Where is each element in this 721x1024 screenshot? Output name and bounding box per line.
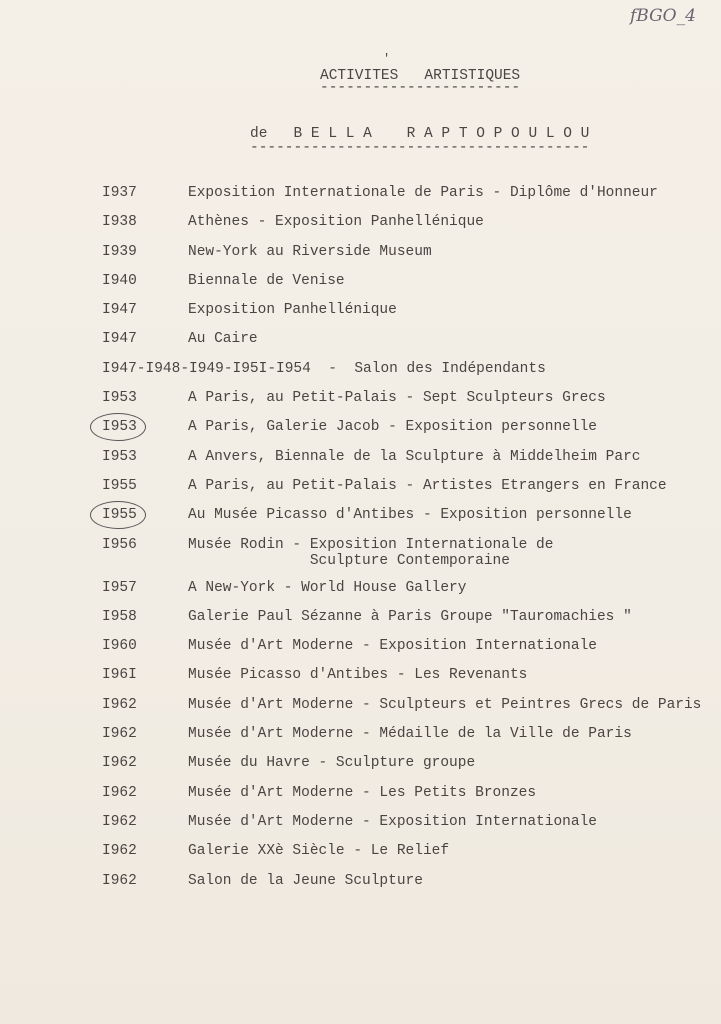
activity-entry [102,638,712,667]
activity-year: I953 [102,419,137,436]
activity-entry [102,667,712,696]
activity-entry [102,390,712,419]
activities-list [102,185,712,902]
activity-description: Musée Rodin - Exposition Internationale de Sculpture Contemporaine [188,536,554,569]
activity-entry [102,361,712,390]
activity-description: Musée d'Art Moderne - Les Petits Bronzes [188,784,537,801]
activity-entry [102,814,712,843]
activity-description: Exposition Internationale de Paris - Diplôme d'Honneur [188,185,658,201]
activity-description: Musée d'Art Moderne - Exposition Internationale [188,813,597,830]
activity-year: I940 [102,272,137,289]
document-subtitle: de B E L L A R A P T O P O U L O U [250,126,590,142]
activity-year: I96I [102,667,137,684]
activity-year: I962 [102,784,137,801]
activity-year: I962 [102,755,137,772]
activity-description: A New-York - World House Gallery [188,579,467,596]
document-title: ACTIVITES ARTISTIQUES [320,68,521,84]
activity-entry [102,580,712,609]
activity-entry [102,244,712,273]
activity-year: I962 [102,813,137,830]
activity-year: I960 [102,638,137,655]
activity-description: A Paris, Galerie Jacob - Exposition personnelle [188,419,597,436]
activity-entry [102,331,712,360]
activity-description: Au Musée Picasso d'Antibes - Exposition personnelle [188,507,632,524]
activity-year: I947 [102,302,137,319]
activity-year: I956 [102,536,137,553]
activity-entry [102,449,712,478]
activity-entry [102,873,712,902]
activity-description: Au Caire [188,331,258,348]
activity-year: I962 [102,696,137,713]
activity-entry [102,537,712,580]
activity-description: Musée Picasso d'Antibes - Les Revenants [188,667,528,684]
hand-drawn-circle [90,501,146,529]
activity-description: New-York au Riverside Museum [188,243,432,260]
activity-year: I957 [102,579,137,596]
activity-entry [102,843,712,872]
activity-description: Galerie Paul Sézanne à Paris Groupe "Tauromachies " [188,608,632,625]
hand-drawn-circle [90,413,146,441]
activity-entry [102,419,712,448]
activity-description: Salon de la Jeune Sculpture [188,872,423,889]
activity-year: I937 [102,185,137,201]
activity-year: I938 [102,214,137,231]
activity-description: Biennale de Venise [188,272,345,289]
activity-description: Galerie XXè Siècle - Le Relief [188,843,450,860]
activity-year: I955 [102,507,137,524]
activity-entry [102,273,712,302]
activity-entry [102,609,712,638]
activity-year: I953 [102,448,137,465]
activity-entry [102,726,712,755]
activity-year: I962 [102,843,137,860]
activity-entry [102,478,712,507]
activity-entry [102,697,712,726]
activity-entry [102,755,712,784]
activity-description: A Anvers, Biennale de la Sculpture à Middelheim Parc [188,448,641,465]
handwritten-reference: fBGO_4 [630,6,696,26]
activity-entry [102,507,712,536]
activity-entry [102,302,712,331]
activity-description: Musée d'Art Moderne - Sculpteurs et Peintres Grecs de Paris [188,696,702,713]
activity-description: Musée du Havre - Sculpture groupe [188,755,476,772]
activity-entry [102,214,712,243]
title-underline: ----------------------- [320,80,521,96]
activity-description: Exposition Panhellénique [188,302,397,319]
activity-year: I947 [102,331,137,348]
activity-description: Athènes - Exposition Panhellénique [188,214,484,231]
activity-year: I939 [102,243,137,260]
activity-description: - Salon des Indépendants [310,360,546,377]
activity-year: I947-I948-I949-I95I-I954 [102,360,311,377]
activity-year: I962 [102,726,137,743]
activity-description: Musée d'Art Moderne - Médaille de la Ville de Paris [188,726,632,743]
title-accent: ' [383,52,391,66]
activity-description: Musée d'Art Moderne - Exposition Internationale [188,638,597,655]
activity-year: I955 [102,477,137,494]
activity-year: I962 [102,872,137,889]
activity-description: A Paris, au Petit-Palais - Artistes Etrangers en France [188,477,667,494]
activity-entry [102,785,712,814]
activity-description: A Paris, au Petit-Palais - Sept Sculpteurs Grecs [188,390,606,407]
subtitle-underline: --------------------------------------- [250,140,590,156]
activity-year: I958 [102,608,137,625]
activity-year: I953 [102,390,137,407]
activity-entry [102,185,712,214]
